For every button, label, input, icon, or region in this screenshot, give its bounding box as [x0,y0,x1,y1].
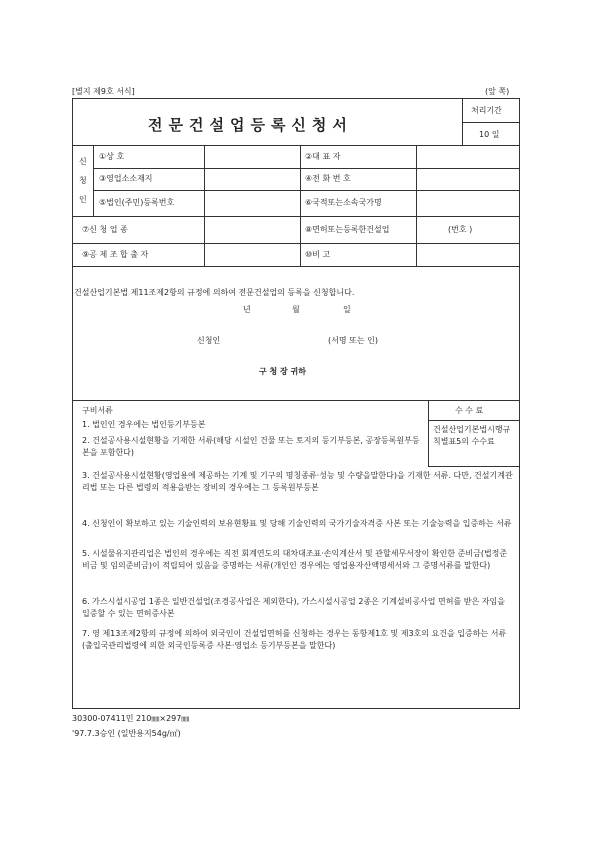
representative-field[interactable] [417,146,518,167]
form-number: [별지 제9호 서식] [72,87,135,96]
documents-heading: 구비서류 [82,406,113,415]
licensed-business-number: (번호 ) [448,225,473,234]
recipient: 구 청 장 귀하 [259,367,306,376]
form-title: 전문건설업등록신청서 [148,116,353,134]
licensed-business-label: ⑧면허또는등록한건설업 [305,225,390,234]
processing-value: 10 일 [479,130,500,139]
document-item-6: 6. 가스시설시공업 1종은 일반건설업(조경공사업은 제외한다), 가스시설시공업 2종은 기계설비공사업 면허를 받은 자임을 입증할 수 있는 면허증사본 [82,597,505,618]
document-item-2: 2. 건설공사용시설현황을 기재한 서류(해당 시설인 건물 또는 토지의 등기부등본, 공장등록원부등본을 포함한다) [82,436,420,457]
trade-name-field[interactable] [205,146,299,167]
trade-name-label: ①상 호 [99,152,125,161]
fee-text: 건설산업기본법시행규칙별표5의 수수료 [433,425,511,446]
document-item-1: 1. 법인인 경우에는 법인등기부등본 [82,420,206,429]
nationality-field[interactable] [417,191,518,215]
mutual-aid-field[interactable] [205,244,299,265]
statement-text: 건설산업기본법 제11조제2항의 규정에 의하여 전문건설업의 등록을 신청합니다. [74,288,355,297]
footer-line-2: '97.7.3승인 (일반용지54g/㎡) [72,729,181,738]
phone-label: ④전 화 번 호 [305,174,351,183]
signature-label: (서명 또는 인) [328,336,378,345]
date-day: 일 [343,305,351,314]
document-item-7: 7. 영 제13조제2항의 규정에 의하여 외국인이 건설업면허를 신청하는 경우는 동항제1호 및 제3호의 요건을 입증하는 서류(출입국관리법령에 의한 외국인등록증 사본·영업소 등기부등본을 말한다) [82,629,507,650]
representative-label: ②대 표 자 [305,152,341,161]
nationality-label: ⑥국적또는소속국가명 [305,198,382,207]
processing-label: 처리기간 [471,106,502,115]
registration-number-label: ⑤법인(주민)등록번호 [99,198,175,207]
date-year: 년 [243,305,251,314]
document-item-4: 4. 신청인이 확보하고 있는 기술인력의 보유현황표 및 당해 기술인력의 국가기술자격증 사본 또는 기술능력을 입증하는 서류 [82,519,512,528]
phone-field[interactable] [417,169,518,189]
footer-line-1: 30300-07411민 210㎜×297㎜ [72,714,190,723]
applicant-side-label-2: 청 [79,176,87,185]
office-address-label: ③영업소소재지 [99,174,153,183]
registration-number-field[interactable] [205,191,299,215]
date-month: 월 [292,305,300,314]
document-item-5: 5. 시설물유지관리업은 법인의 경우에는 직전 회계연도의 대차대조표·손익계산서 및 관할세무서장이 확인한 준비금(법정준비금 및 임의준비금)이 적립되어 있음을 증명하는 서류(개인인 경우에는 영업용자산액명세서와 그 증명서류를 말한다) [82,549,508,570]
applicant-side-label-1: 신 [79,157,87,166]
remarks-label: ⑩비 고 [305,250,331,259]
business-type-field[interactable] [205,217,299,242]
mutual-aid-label: ⑨공 제 조 합 출 자 [82,250,149,259]
applicant-side-label-3: 인 [79,195,87,204]
fee-label: 수 수 료 [455,406,484,415]
applicant-sign-label: 신청인 [197,336,221,345]
office-address-field[interactable] [205,169,299,189]
remarks-field[interactable] [417,244,518,265]
business-type-label: ⑦신 청 업 종 [82,225,128,234]
document-item-3: 3. 건설공사용시설현황(영업용에 제공하는 기계 및 기구의 명칭종류·성능 및 수량을말한다)을 기재한 서류. 다만, 건설기계관리법 또는 다른 법령의 적용을받는 장비의 경우에는 그 등록원부등본 [82,471,513,492]
page-side-label: (앞 쪽) [485,87,510,96]
